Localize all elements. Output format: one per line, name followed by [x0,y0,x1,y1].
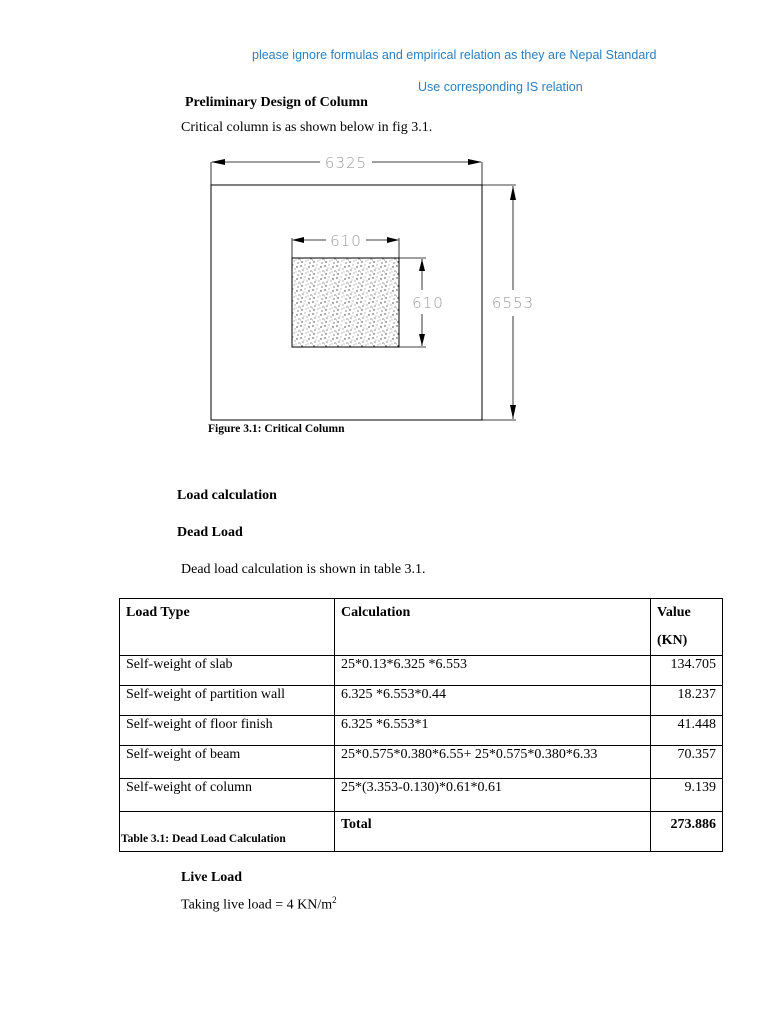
header-value-line1: Value [657,605,691,620]
live-load-statement: Taking live load = 4 KN/m [181,897,333,913]
row-load-type: Self-weight of floor finish [120,716,335,746]
live-load-exponent: 2 [332,895,337,905]
row-calculation: 25*0.13*6.325 *6.553 [335,656,651,686]
table-row [120,779,723,812]
dim-col-height-label: 610 [412,294,444,312]
dead-load-title: Dead Load [177,525,243,540]
column-section [292,258,399,347]
section-title: Preliminary Design of Column [185,95,368,110]
figure-caption: Figure 3.1: Critical Column [208,423,345,435]
row-load-type: Self-weight of partition wall [120,686,335,716]
header-value [651,599,723,656]
row-value: 18.237 [651,686,723,716]
note-is-relation: Use corresponding IS relation [418,80,583,94]
total-label: Total [335,812,651,852]
load-calc-title: Load calculation [177,488,277,503]
row-calculation: 6.325 *6.553*0.44 [335,686,651,716]
table-row [120,746,723,779]
dim-height-label: 6553 [491,294,535,312]
note-nepal-standard: please ignore formulas and empirical relation as they are Nepal Standard [252,48,657,62]
row-value: 134.705 [651,656,723,686]
header-load-type: Load Type [120,599,335,656]
row-value: 9.139 [651,779,723,812]
row-load-type: Self-weight of beam [120,746,335,779]
table-header-row [120,599,723,656]
header-calculation: Calculation [335,599,651,656]
row-load-type: Self-weight of slab [120,656,335,686]
row-value: 70.357 [651,746,723,779]
total-value: 273.886 [651,812,723,852]
critical-column-figure [0,0,768,440]
live-load-title: Live Load [181,870,243,885]
dead-load-intro: Dead load calculation is shown in table 3.1. [181,562,426,577]
row-calculation: 6.325 *6.553*1 [335,716,651,746]
header-value-unit: (KN) [657,633,688,648]
live-load-text [181,895,337,914]
row-calculation: 25*(3.353-0.130)*0.61*0.61 [335,779,651,812]
row-load-type: Self-weight of column [120,779,335,812]
dim-col-width-label: 610 [330,232,362,250]
table-row [120,656,723,686]
table-total-row [120,812,723,852]
row-value: 41.448 [651,716,723,746]
total-empty-cell [120,812,335,852]
dead-load-table [119,598,723,852]
dim-width-label: 6325 [324,154,368,172]
table-row [120,716,723,746]
table-row [120,686,723,716]
table-caption: Table 3.1: Dead Load Calculation [121,833,286,845]
section-intro: Critical column is as shown below in fig 3.1. [181,120,433,135]
row-calculation: 25*0.575*0.380*6.55+ 25*0.575*0.380*6.33 [335,746,651,779]
